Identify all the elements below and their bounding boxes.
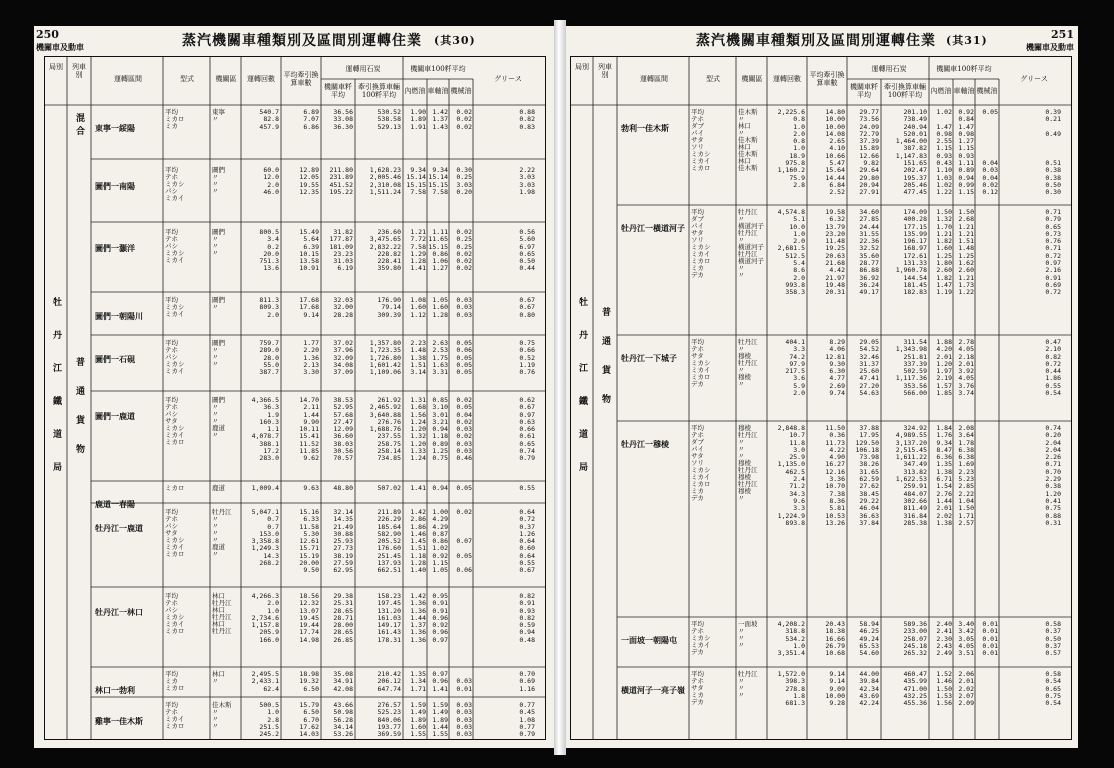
cell-types: 平均 テホ ミカシ ミカイ デカ: [691, 620, 711, 656]
cell-o3: 0.30 0.25 3.03 0.20: [456, 166, 472, 196]
cell-runs: 800.5 3.4 0.2 20.0 751.3 13.6: [259, 228, 279, 273]
cell-o4: 0.70 0.69 1.16: [519, 670, 535, 693]
cell-depot: 一面坡 〃 〃 〃: [738, 620, 758, 649]
cell-o2: 0.92 0.84 1.47 0.98 1.27 1.15 0.93 1.11 0.89 0.94 0.99 1.15: [958, 108, 974, 197]
right-page: [566, 26, 1078, 748]
cell-o3: 0.05: [456, 484, 472, 492]
cell-runs: 2,225.6 0.8 1.0 2.0 0.8 1.0 18.9 975.8 1,160.2 75.9 2.8: [777, 108, 805, 189]
header-runs: 運轉回數: [247, 75, 275, 83]
section-name: 圖們一石硯: [95, 354, 135, 364]
cell-o1: 1.42 2.86 1.86 1.46 1.45 1.51 1.18 1.28 1.40: [410, 508, 426, 575]
cell-o2: 1.59 1.49 1.89 1.44 1.55: [432, 701, 448, 739]
cell-runs: 60.0 12.0 2.0 46.0: [263, 166, 279, 196]
cell-c2: 211.89 226.29 185.64 582.90 205.52 176.60 251.45 137.93 662.51: [377, 508, 401, 575]
cell-c2: 324.92 4,989.55 3,137.20 2,515.45 1,611.22 347.49 313.82 1,622.53 259.91 484.07 302.66 811.49 316.84 285.38: [895, 424, 927, 527]
cell-c2: 261.92 2,465.92 3,640.88 276.76 1,688.76 237.55 258.75 258.14 734.85: [369, 396, 401, 463]
cell-o2: 2.08 3.64 1.78 6.38 6.38 1.69 2.23 5.23 2.85 2.22 1.04 1.50 1.71 2.57: [958, 424, 974, 527]
cell-types: 平均 テホ パシ サタ ミカシ ミカイ ミカロ: [165, 508, 185, 558]
header-bureau: 局別: [49, 63, 63, 71]
right-train-label: 普通貨物: [600, 307, 610, 423]
cell-types: 平均 テホ パシ ミカシ ミカイ: [165, 339, 185, 375]
cell-c1: 48.80: [333, 484, 353, 492]
header-oil-car: 車軸油: [427, 87, 449, 95]
section-name: 牡丹江一林口: [95, 607, 143, 617]
cell-avg: 14.80 10.00 10.00 14.08 2.65 4.10 10.66 5.47 15.64 14.44 6.84 2.52: [825, 108, 845, 197]
cell-o2: 0.95 0.91 0.91 0.96 0.92 0.96 0.97: [432, 592, 448, 644]
cell-o3: 0.03 0.03 0.03: [456, 296, 472, 319]
cell-c2: 507.02: [377, 484, 401, 492]
cell-o3: 0.02 0.25 0.25 0.02 0.02 0.02: [456, 228, 472, 273]
cell-o4: 2.22 3.03 3.03 1.98: [519, 166, 535, 196]
cell-types: 平均 テホ サタ ミカシ ミカイ ミカロ デカ: [691, 338, 711, 388]
cell-o4: 0.55: [519, 484, 535, 492]
left-corner-label: 機關車及動車: [36, 42, 84, 52]
section-name: 橫道河子一亮子嶺: [621, 685, 685, 695]
cell-c1: 29.05 54.52 32.46 31.37 25.60 47.41 27.20 54.63: [859, 338, 879, 398]
cell-o1: 9.34 15.14 15.15 7.58: [406, 166, 426, 196]
section-name: 雞寧一佳木斯: [95, 716, 143, 726]
section-name: 牡丹江一橫道河子: [621, 223, 685, 233]
cell-depot: 圖們 〃 〃 〃: [212, 166, 225, 195]
cell-avg: 18.98 19.32 6.50: [299, 670, 319, 693]
cell-runs: 4,574.8 5.1 10.0 1.0 2.0 2,681.5 512.5 5.4 8.6 2.0 993.8 358.3: [777, 208, 805, 297]
cell-depot: 穆棱 牡丹江 〃 〃 〃 穆棱 牡丹江 穆棱 牡丹江 穆棱 〃: [738, 424, 758, 502]
cell-o2: 1.11 11.65 15.15 0.86 1.06 1.27: [428, 228, 448, 273]
cell-o1: 1.84 1.76 9.34 8.47 6.36 1.35 1.38 6.71 1.54 2.76 1.44 2.01 2.02 1.38: [936, 424, 952, 527]
cell-c2: 460.47 435.99 471.00 432.25 455.36: [903, 670, 927, 708]
cell-avg: 20.43 18.38 16.66 26.79 10.68: [825, 620, 845, 658]
cell-c1: 38.53 52.95 57.68 27.47 12.09 36.60 38.03 30.56 70.57: [333, 396, 353, 463]
cell-o1: 2.23 1.48 1.38 1.51 3.14: [410, 339, 426, 377]
header-coal-group: 運轉用石炭: [345, 65, 381, 73]
cell-runs: 1,572.0 398.3 278.8 1.8 681.3: [777, 670, 805, 708]
cell-o4: 0.88 0.82 0.83: [519, 108, 535, 131]
header-type: 型式: [180, 75, 194, 83]
cell-types: 平均 テホ ダブ パイ サタ ソリ ミカシ ミカイ ミカロ: [691, 108, 711, 172]
cell-o1: 1.59 1.49 1.89 1.60 1.55: [410, 701, 426, 739]
section-name: 東寧一綏陽: [95, 123, 135, 133]
cell-c1: 31.82 177.87 181.09 23.23 31.03 6.19: [329, 228, 353, 273]
header-section: 運轉區間: [114, 75, 142, 83]
header-avg-coupled: 平均牽引換算車數: [283, 71, 319, 87]
r-header-grease: グリース: [1020, 75, 1048, 83]
cell-avg: 19.58 6.32 13.79 23.20 11.48 19.25 20.63 21.68 4.42 21.97 19.48 20.31: [825, 208, 845, 297]
cell-c1: 29.77 73.56 24.09 72.79 37.39 15.89 12.66 9.82 29.64 29.80 20.94 27.91: [859, 108, 879, 197]
cell-types: 平均 テホ ダブ パイ サタ ソリ ミカシ ミカイ ミカロ ミカ デカ: [691, 424, 711, 502]
cell-c2: 276.57 525.23 840.06 193.77 369.59: [377, 701, 401, 739]
cell-o3: 0.01 0.01 0.01 0.01 0.01: [982, 620, 998, 658]
section-name: 圖們一灝洋: [95, 243, 135, 253]
r-header-avg-coupled: 平均牽引換算車數: [809, 71, 845, 87]
cell-o2: 0.97 0.96 1.41: [432, 670, 448, 693]
header-oil-group: 機關車100粁平均: [410, 65, 466, 73]
cell-o1: 1.35 1.34 1.71: [410, 670, 426, 693]
cell-o3: 0.03 0.01: [456, 677, 472, 693]
r-header-oil-cyl: 內燃油: [930, 87, 952, 95]
cell-avg: 15.79 6.50 6.70 17.62 14.03: [299, 701, 319, 739]
cell-depot: 牡丹江 〃 橫道河子 牡丹江 〃 橫道河子 牡丹江 橫道河子 〃 〃: [738, 208, 764, 279]
cell-avg: 8.29 4.06 12.81 9.30 6.30 4.77 2.69 9.74: [825, 338, 845, 398]
cell-o2: 1.50 2.68 1.21 1.21 1.51 1.48 1.25 1.62 2.60 1.21 1.73 1.22: [958, 208, 974, 297]
cell-o1: 1.52 1.46 1.50 1.53 1.56: [936, 670, 952, 708]
cell-o2: 1.42 1.37 1.43: [432, 108, 448, 131]
header-oil-mach: 機械油: [450, 87, 472, 95]
cell-avg: 11.50 0.36 11.73 4.22 4.90 16.27 12.16 3.36 10.70 7.38 8.36 5.81 10.53 13.26: [825, 424, 845, 527]
cell-types: 平均 テホ パシ ミカシ ミカイ: [165, 228, 185, 264]
r-header-runs: 運轉回數: [773, 75, 801, 83]
section-name: 牡丹江一鹿道: [95, 523, 143, 533]
right-page-title: 蒸汽機關車種類別及區間別運轉住業: [696, 33, 936, 49]
right-bureau-name: 牡丹江鐵道局: [577, 297, 587, 495]
cell-c1: 43.66 50.98 56.28 34.14 53.26: [333, 701, 353, 739]
cell-o2: 2.06 2.01 2.02 2.07 2.09: [958, 670, 974, 708]
cell-c2: 158.23 197.45 131.20 161.03 149.17 161.43 178.31: [377, 592, 401, 644]
cell-o4: 0.62 0.67 0.97 0.63 0.66 0.61 0.65 0.74 0.79: [519, 396, 535, 463]
cell-c2: 236.60 3,475.65 2,832.22 228.82 228.41 359.80: [369, 228, 401, 273]
cell-c1: 44.00 39.84 42.34 43.69 42.24: [859, 670, 879, 708]
header-oil-cyl: 內燃油: [404, 87, 426, 95]
cell-o3: 0.02 0.02 0.02: [456, 108, 472, 131]
r-header-oil-car: 車軸油: [953, 87, 975, 95]
cell-types: 平均 ミカシ ミカイ: [165, 296, 185, 318]
cell-o2: 1.00 4.29 4.29 0.87 0.86 1.02 0.92 1.15 1.05: [432, 508, 448, 575]
cell-o1: 1.08 1.60 1.12: [410, 296, 426, 319]
cell-runs: 759.7 289.0 28.0 55.0 387.7: [259, 339, 279, 377]
cell-c2: 311.54 1,343.98 251.81 337.39 502.59 1,117.36 353.56 566.00: [895, 338, 927, 398]
header-coal-per-100: 牽引換算車輛100粁平均: [358, 83, 400, 99]
r-header-section: 運轉區間: [640, 75, 668, 83]
cell-types: 平均 テホ ミカシ パシ ミカイ: [165, 166, 185, 202]
cell-depot: 林口 〃: [212, 670, 225, 685]
cell-c1: 36.56 33.08 36.30: [333, 108, 353, 131]
cell-o1: 1.88 4.20 2.01 1.20 1.97 2.19 1.57 1.85: [936, 338, 952, 398]
cell-c2: 201.10 738.49 240.94 520.01 1,464.00 387.82 1,147.83 151.65 202.47 195.37 205.46 477.45: [895, 108, 927, 197]
cell-o4: 0.39 0.21 0.49 0.51 0.38 0.38 0.50 0.30: [1045, 108, 1061, 197]
cell-c1: 37.02 37.96 32.09 34.08 37.09: [333, 339, 353, 377]
cell-o3: 0.02 0.05 0.04 0.02 0.03 0.02 0.03 0.03 0.46: [456, 396, 472, 463]
cell-c2: 1,628.23 2,005.46 2,310.08 1,511.24: [369, 166, 401, 196]
cell-o3: 0.02 0.07 0.05 0.06: [456, 508, 472, 575]
cell-o2: 0.94: [432, 484, 448, 492]
cell-depot: 鹿道: [212, 484, 225, 492]
section-name: 圖們一南陽: [95, 181, 135, 191]
cell-c2: 530.52 538.58 529.13: [377, 108, 401, 131]
cell-c1: 211.80 231.89 451.52 195.22: [329, 166, 353, 196]
cell-avg: 1.77 2.20 1.36 2.13 3.30: [303, 339, 319, 377]
cell-o3: 0.05 0.06 0.05 0.05 0.05: [456, 339, 472, 377]
r-header-train: 列車別: [598, 63, 612, 79]
cell-depot: 東寧 〃: [212, 108, 225, 123]
section-name: 一面坡一朝陽屯: [621, 635, 677, 645]
cell-avg: 15.16 6.33 11.58 5.30 12.61 15.71 15.19 20.00 9.50: [299, 508, 319, 575]
section-name: 牡丹江一下城子: [621, 353, 677, 363]
cell-depot: 圖們 〃 〃 〃 鹿道 〃: [212, 396, 225, 439]
left-page-number: 250: [36, 28, 59, 41]
cell-runs: 4,208.2 318.8 534.2 1.0 3,351.4: [777, 620, 805, 658]
cell-depot: 牡丹江 〃 穆棱 牡丹江 〃 穆棱 〃: [738, 338, 758, 388]
cell-depot: 林口 牡丹江 林口 牡丹江 林口 牡丹江: [212, 592, 232, 635]
cell-o4: 0.75 0.66 0.52 1.19 0.76: [519, 339, 535, 377]
cell-o1: 1.21 7.72 7.58 1.29 1.28 1.41: [410, 228, 426, 273]
cell-avg: 17.68 17.68 9.14: [299, 296, 319, 319]
cell-c2: 210.42 206.12 647.74: [377, 670, 401, 693]
cell-c1: 29.38 25.31 28.65 28.71 28.00 28.65 26.85: [333, 592, 353, 644]
cell-types: 平均 テホ ミカイ ミカロ: [165, 701, 185, 730]
right-page-subtitle: (其31): [946, 34, 988, 47]
cell-o3: 0.03 0.03 0.03 0.03 0.03: [456, 701, 472, 739]
cell-types: 平均 ダブ パイ サタ ソリ ミカシ ミカイ ミカロ ミカ デカ: [691, 208, 711, 279]
cell-runs: 2,848.8 10.7 11.8 3.0 25.9 1,135.0 462.5 2.4 71.2 34.3 9.6 3.3 1,224.9 893.8: [777, 424, 805, 527]
r-header-depot: 機關區: [741, 75, 763, 83]
cell-c2: 174.09 400.28 177.15 135.99 196.17 168.97 172.61 131.33 1,960.78 144.54 181.45 182.83: [895, 208, 927, 297]
section-name: 勃利一佳木斯: [621, 123, 669, 133]
cell-depot: 佳木斯 〃 〃 〃: [212, 701, 232, 730]
cell-types: 平均 テホ パシ ミカシ ミカイ ミカロ: [165, 592, 185, 635]
left-train-label: 普通貨物: [74, 357, 84, 473]
book-gutter: [554, 20, 566, 755]
cell-types: 平均 テホ サタ ミカ デカ: [691, 670, 704, 706]
r-header-oil-mach: 機械油: [976, 87, 998, 95]
r-header-bureau: 局別: [575, 63, 589, 71]
cell-o4: 0.74 0.20 2.04 2.04 2.26 0.71 0.70 2.29 0.38 1.20 0.41 0.75 0.88 0.31: [1045, 424, 1061, 527]
cell-o2: 0.85 3.10 3.01 3.21 0.94 1.18 0.89 1.25 0.75: [432, 396, 448, 463]
right-corner-label: 機關車及動車: [1026, 42, 1074, 52]
cell-o1: 2.40 2.41 2.30 2.43 2.49: [936, 620, 952, 658]
cell-c2: 589.36 233.00 258.07 245.18 265.32: [903, 620, 927, 658]
cell-runs: 540.7 82.8 457.9: [259, 108, 279, 131]
cell-o4: 0.82 0.91 0.93 0.82 0.59 0.94 0.48: [519, 592, 535, 644]
cell-o1: 1.50 1.32 1.70 1.21 1.82 1.60 1.25 1.80 2.60 1.82 1.47 1.19: [936, 208, 952, 297]
cell-runs: 404.1 3.3 74.2 97.9 217.5 3.6 5.9 2.0: [785, 338, 805, 398]
right-page-number: 251: [1051, 28, 1074, 41]
cell-o1: 1.31 1.68 1.56 1.24 1.20 1.32 1.20 1.33 1.24: [410, 396, 426, 463]
cell-o2: 3.40 3.42 3.05 4.05 3.51: [958, 620, 974, 658]
r-header-oil-group: 機關車100粁平均: [936, 65, 992, 73]
header-coal-per-km: 機關車粁平均: [324, 83, 352, 99]
cell-depot: 佳木斯 〃 林口 〃 佳木斯 林口 佳木斯 林口 佳木斯: [738, 108, 758, 172]
cell-o4: 0.58 0.54 0.65 0.75 0.54: [1045, 670, 1061, 708]
cell-o4: 0.58 0.37 0.50 0.37 0.57: [1045, 620, 1061, 658]
section-name: 林口一勃利: [95, 685, 135, 695]
cell-o4: 0.64 0.72 0.37 1.26 0.64 0.60 0.64 0.55 0.67: [519, 508, 535, 575]
section-name: 鹿道一春陽: [95, 499, 135, 509]
cell-depot: 牡丹江 〃 〃 〃: [738, 670, 758, 699]
cell-runs: 1,009.4: [251, 484, 279, 492]
cell-avg: 9.63: [303, 484, 319, 492]
cell-o4: 0.56 5.60 6.97 0.65 0.50 0.44: [519, 228, 535, 273]
cell-avg: 14.70 2.11 1.44 9.90 10.11 15.41 11.52 11.85 9.62: [299, 396, 319, 463]
cell-o4: 0.67 0.67 0.80: [519, 296, 535, 319]
cell-c1: 32.03 32.00 28.28: [333, 296, 353, 319]
cell-depot: 牡丹江 〃 〃 〃 〃 鹿道 〃: [212, 508, 232, 558]
r-header-coal-per-km: 機關車粁平均: [850, 83, 878, 99]
cell-avg: 15.49 5.64 6.39 10.15 13.58 10.91: [299, 228, 319, 273]
cell-o3: 0.05 0.04 0.03 0.04 0.02 0.12: [982, 108, 998, 197]
cell-c1: 37.88 17.95 129.50 106.18 73.98 38.26 31.65 62.59 27.62 38.45 29.22 46.04 36.63 37.84: [855, 424, 879, 527]
cell-depot: 圖們 〃: [212, 296, 225, 311]
cell-c2: 1,357.80 1,723.35 1,726.80 1,601.42 1,109.06: [369, 339, 401, 377]
section-name: 圖們一朝陽川: [95, 311, 143, 321]
cell-types: 平均 テホ パシ サタ ミカシ ミカイ ミカロ: [165, 396, 185, 446]
cell-depot: 圖們 〃 〃 〃: [212, 228, 225, 257]
cell-avg: 6.89 7.07 6.86: [303, 108, 319, 131]
cell-types: 平均 ミカ ミカロ: [165, 670, 185, 692]
left-page-title: 蒸汽機關車種類別及區間別運轉住業: [182, 33, 422, 49]
cell-runs: 2,495.5 2,433.1 62.4: [251, 670, 279, 693]
cell-runs: 4,366.5 36.3 1.9 160.3 1.1 4,078.7 388.1 17.2 283.0: [251, 396, 279, 463]
cell-o2: 2.63 2.53 1.75 1.63 3.31: [432, 339, 448, 377]
right-table: [570, 56, 1072, 740]
cell-c2: 176.90 79.14 309.39: [377, 296, 401, 319]
cell-runs: 4,266.3 2.0 1.0 2,734.6 1,157.8 205.9 166.0: [251, 592, 279, 644]
cell-avg: 18.56 12.32 13.07 19.45 19.44 17.74 14.98: [299, 592, 319, 644]
left-table: [44, 56, 546, 740]
left-page-subtitle: (其30): [434, 34, 476, 47]
cell-o2: 2.78 4.05 2.18 2.01 3.92 4.05 3.76 3.74: [958, 338, 974, 398]
cell-o1: 1.02 1.47 0.98 2.55 1.15 0.93 0.43 1.10 1.03 1.02 1.22: [936, 108, 952, 197]
section-name: 圖們一鹿道: [95, 411, 135, 421]
cell-runs: 5,047.1 0.7 0.7 153.0 3,358.8 1,249.3 14.3 268.2: [251, 508, 279, 568]
r-header-coal-group: 運轉用石炭: [871, 65, 907, 73]
cell-runs: 811.3 809.3 2.0: [259, 296, 279, 319]
left-mixed-label: 混合: [74, 113, 84, 139]
cell-c1: 58.94 46.25 49.24 65.53 54.60: [859, 620, 879, 658]
cell-o1: 1.42 1.36 1.36 1.44 1.37 1.36 1.36: [410, 592, 426, 644]
cell-c1: 35.08 34.91 42.08: [333, 670, 353, 693]
header-train: 列車別: [72, 63, 86, 79]
cell-avg: 9.14 9.14 9.09 10.00 9.28: [825, 670, 845, 708]
section-name: 牡丹江一穆棱: [621, 439, 669, 449]
r-header-type: 型式: [706, 75, 720, 83]
cell-depot: 圖們 〃 〃 〃: [212, 339, 225, 368]
cell-o4: 0.71 0.79 0.65 0.73 0.76 0.71 0.72 0.97 2.16 0.91 0.69 0.72: [1045, 208, 1061, 297]
cell-o4: 0.77 0.45 1.08 0.77 0.79: [519, 701, 535, 739]
cell-c1: 32.14 14.35 21.49 30.88 25.93 27.73 38.19 27.59 62.95: [333, 508, 353, 575]
cell-types: 平均 ミカロ ミカ: [165, 108, 185, 130]
cell-o2: 9.34 15.14 15.15 7.58: [428, 166, 448, 196]
cell-o2: 1.05 1.60 1.28: [432, 296, 448, 319]
left-bureau-name: 牡丹江鐵道局: [51, 297, 61, 495]
cell-types: ミカロ: [165, 484, 185, 492]
cell-avg: 12.89 12.05 19.55 12.35: [299, 166, 319, 196]
left-page: [34, 26, 554, 748]
cell-c1: 34.60 27.85 24.44 31.55 22.36 32.52 35.60 28.77 86.88 36.92 36.24 49.17: [859, 208, 879, 297]
header-depot: 機關區: [215, 75, 237, 83]
cell-runs: 500.5 1.0 2.8 251.5 245.2: [259, 701, 279, 739]
r-header-coal-per-100: 牽引換算車輛100粁平均: [884, 83, 926, 99]
cell-o1: 1.90 1.89 1.91: [410, 108, 426, 131]
cell-o4: 0.47 2.10 0.82 0.72 0.44 1.86 0.55 0.54: [1045, 338, 1061, 398]
cell-o1: 1.41: [410, 484, 426, 492]
header-grease: グリース: [494, 75, 522, 83]
